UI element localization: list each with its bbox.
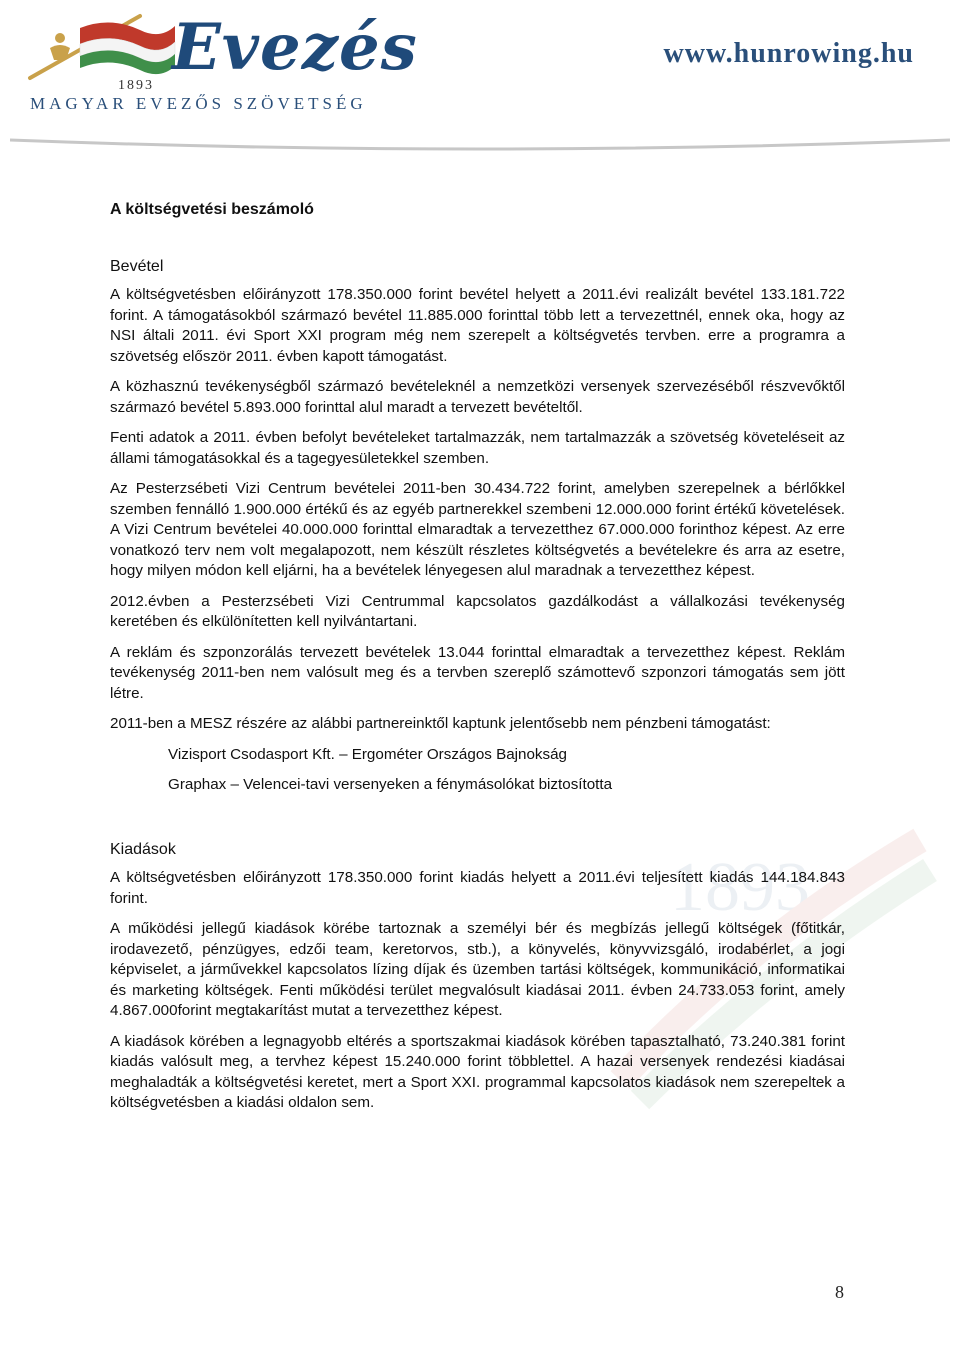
income-paragraph: A költségvetésben előirányzott 178.350.000 forint bevétel helyett a 2011.évi realizált bevétel 133.181.722 forint. A támogatásokból származó bevétel 11.885.000 forinttal több lett a tervezettnél, ennek oka, hogy az NSI általi 2011. évi Sport XXI program még nem szerepelt a költségvetés tervben. erre a programra a szövetség először 2011. évben kapott támogatást. <box>110 286 845 365</box>
svg-text:1893: 1893 <box>670 849 810 926</box>
income-paragraph: A reklám és szponzorálás tervezett bevételek 13.044 forinttal elmaradtak a tervezetthez képest. Reklám tevékenység 2011-ben nem valósult meg és a tervben szereplő számottevő szponzori támogatás sem jött létre. <box>110 643 845 702</box>
partner-item: Graphax – Velencei-tavi versenyeken a fénymásolókat biztosította <box>168 776 613 793</box>
page-header <box>0 0 960 160</box>
page-number: 8 <box>835 1282 844 1302</box>
organization-name: MAGYAR EVEZŐS SZÖVETSÉG <box>30 94 367 113</box>
expenses-paragraph: A költségvetésben előirányzott 178.350.000 forint kiadás helyett a 2011.évi teljesített kiadás 144.184.843 forint. <box>110 869 845 907</box>
income-paragraph: 2011-ben a MESZ részére az alábbi partnereinktől kaptunk jelentősebb nem pénzbeni támogatást: <box>110 715 771 732</box>
website-link[interactable]: www.hunrowing.hu <box>663 38 914 69</box>
income-paragraph: A közhasznú tevékenységből származó bevételeknél a nemzetközi versenyek szervezéséből részvevőktől származó bevétel 5.893.000 forinttal alul maradt a tervezett bevételtől. <box>110 378 845 416</box>
brand-name: Evezés <box>172 10 418 85</box>
flag-oar-emblem-icon <box>20 8 180 88</box>
income-paragraph: Fenti adatok a 2011. évben befolyt bevételeket tartalmazzák, nem tartalmazzák a szövetség követeléseit az állami támogatásokkal és a tagegyesületekkel szemben. <box>110 429 845 467</box>
expenses-heading: Kiadások <box>110 840 176 858</box>
income-heading: Bevétel <box>110 257 164 275</box>
document-body <box>110 200 845 1124</box>
expenses-paragraph: A működési jellegű kiadások körébe tartoznak a személyi bér és megbízás jellegű költségek (főtitkár, irodavezető, pénzügyes, edzői team, keretorvos, stb.), a könyvelés, könyvvizsgáló, irodabérlet, a jogi képviselet, a járművekkel kapcsolatos lízing díjak és üzemben tartási költségek, kommunikáció, informatikai és marketing költségek. Fenti működési terület megvalósult kiadásai 2011. évben 24.733.053 forint, amely 4.867.000forint megtakarítást mutat a tervezetthez képest. <box>110 920 845 1019</box>
income-paragraph: 2012.évben a Pesterzsébeti Vizi Centrummal kapcsolatos gazdálkodást a vállalkozási tevékenység keretében és elkülönítetten kell nyilvántartani. <box>110 592 845 630</box>
partner-item: Vizisport Csodasport Kft. – Ergométer Országos Bajnokság <box>168 745 567 763</box>
expenses-paragraph: A kiadások körében a legnagyobb eltérés a sportszakmai kiadások körében tapasztalható, 73.240.381 forint kiadás valósult meg, a tervhez képest 15.240.000 forint többlettel. A hazai versenyek rendezési kiadásai meghaladták a költségvetési keretet, mert a Sport XXI. programmal kapcsolatos kiadások nem szerepeltek a költségvetésben a kiadási oldalon sem. <box>110 1032 845 1111</box>
header-divider <box>10 136 950 156</box>
income-paragraph: Az Pesterzsébeti Vizi Centrum bevételei 2011-ben 30.434.722 forint, amelyben szerepelnek a bérlőkkel szemben fennálló 1.900.000 értékű és az egyéb partnerekkel szembeni 12.000.000 forint értékű követelések. A Vizi Centrum bevételei 40.000.000 forinttal elmaradtak a tervezetthez 67.000.000 forinthoz képest. Az erre vonatkozó terv nem volt megalapozott, nem készült részletes költségvetés a bevételekre és arra az esetre, hogy milyen módon kell eljárni, ha a bevételek lényegesen alul maradnak a tervezetthez képest. <box>110 480 845 579</box>
document-title: A költségvetési beszámoló <box>110 201 314 218</box>
brand-year: 1893 <box>118 78 154 93</box>
